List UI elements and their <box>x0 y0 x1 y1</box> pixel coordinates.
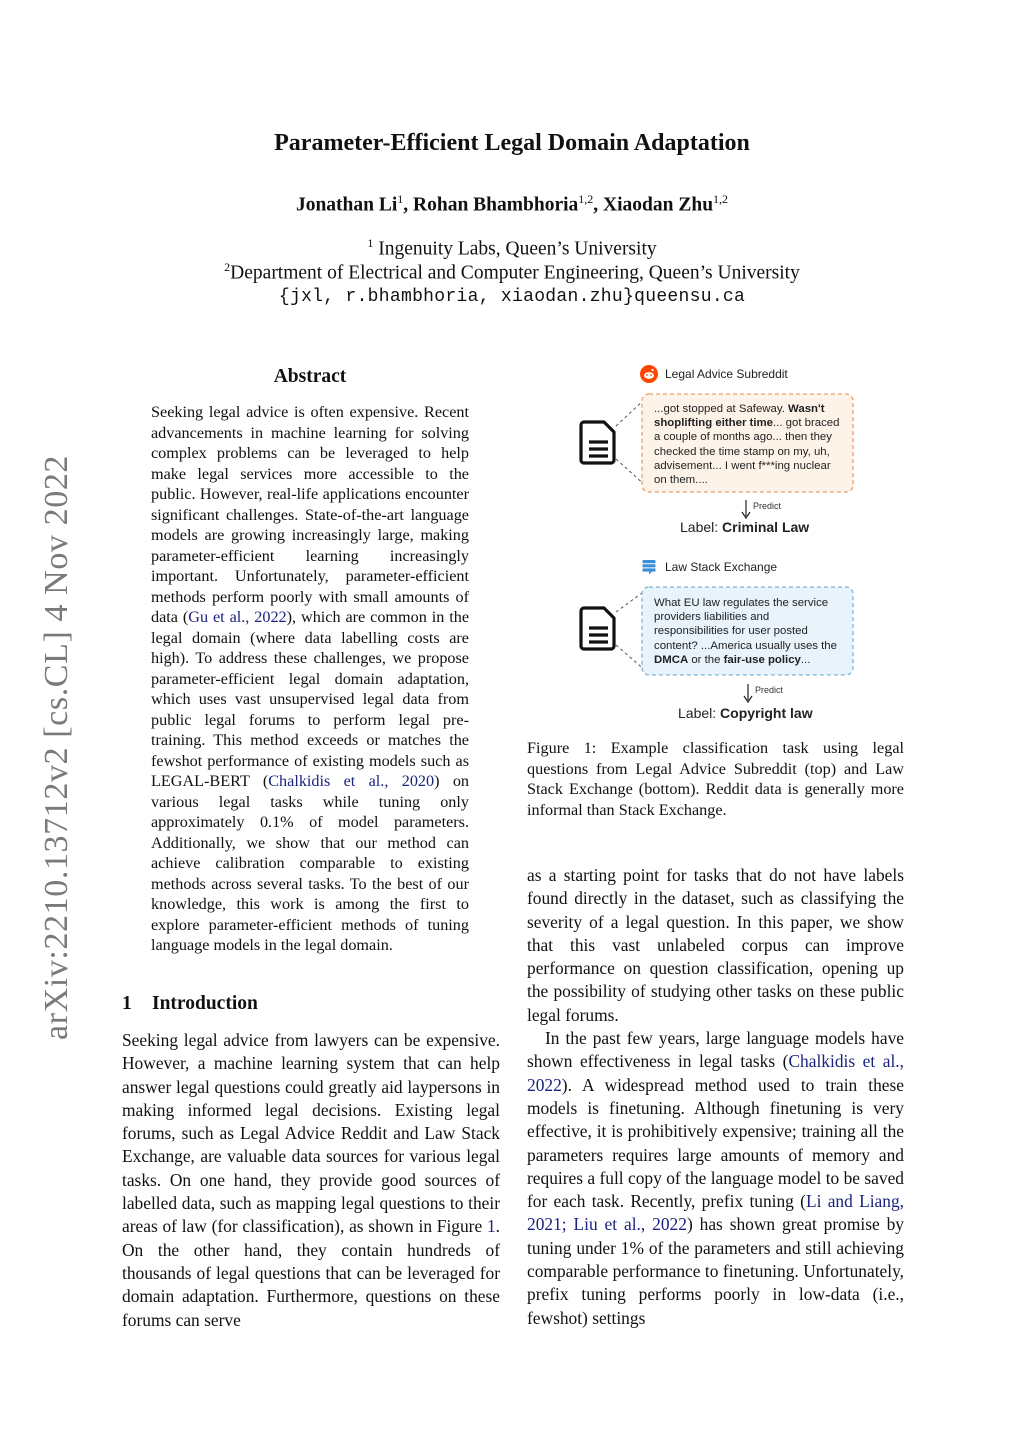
citation-link[interactable]: Li and Liang, 2021; Liu et al., 2022 <box>527 1191 905 1235</box>
citation-link[interactable]: Chalkidis et al., 2020 <box>268 772 435 790</box>
intro-paragraph-1: Seeking legal advice from lawyers can be expensive. However, a machine learning system that can help answer legal questions could greatly aid laypersons in making informed legal decisions. Existing legal forums, such as Legal Advice Reddit and Law Stack Exchange, are valuable data sources for various legal tasks. On one hand, they provide good sources of labelled data, such as mapping legal questions to their areas of law (for classification), as shown in Figure 1. On the other hand, they contain hundreds of thousands of legal questions that can be leveraged for domain adaptation. Furthermore, questions on these forums can serve <box>122 1030 500 1330</box>
paper-title: Parameter-Efficient Legal Domain Adaptation <box>274 130 750 156</box>
author-emails: {jxl, r.bhambhoria, xiaodan.zhu}queensu.ca <box>278 287 746 307</box>
author-affiliation-mark: 1 <box>397 192 404 206</box>
reddit-question-text: ...got stopped at Safeway. Wasn't shoplifting either time... got braced a couple of months ago... then they checked the time stamp on my, uh, advisement... I went f***ing nuclear on them.... <box>654 403 840 487</box>
stack-exchange-icon <box>640 558 658 576</box>
citation-link[interactable]: Chalkidis et al., 2022 <box>527 1051 904 1095</box>
arxiv-identifier: arXiv:2210.13712v2 [cs.CL] 4 Nov 2022 <box>38 454 75 1040</box>
affiliation-1: $^1$ Ingenuity Labs, Queen’s University <box>367 236 657 260</box>
figure-1-caption: Figure 1: Example classification task using legal questions from Legal Advice Subreddit (top) and Law Stack Exchange (bottom). Reddit data is generally more informal than Stack Exchange. <box>527 739 904 820</box>
stack-class-label: Label: Copyright law <box>678 705 813 721</box>
reddit-class-label: Label: Criminal Law <box>680 519 810 535</box>
reddit-icon <box>640 365 658 383</box>
document-icon <box>581 608 614 649</box>
intro-paragraph-1-continued: as a starting point for tasks that do not have labels found directly in the dataset, such as classifying the severity of a legal question. In this paper, we show that this vast unlabeled corpus can improve performance on question classification, opening up the possibility of studying other tasks on these public legal forums. <box>527 865 904 1025</box>
stack-question-text: What EU law regulates the service providers liabilities and responsibilities for user posted content? ...America usually uses the DMCA or the fair-use policy... <box>654 597 837 666</box>
reddit-source-label: Legal Advice Subreddit <box>640 365 788 383</box>
author-name: Xiaodan Zhu <box>603 194 714 216</box>
intro-paragraph-2: In the past few years, large language models have shown effectiveness in legal tasks (Chalkidis et al., 2022). A widespread method used to train these models is finetuning. Although finetuning is very effective, it is prohibitively expensive; training all the parameters requires large amounts of memory and requires a full copy of the language model to be saved for each task. Recently, prefix tuning (Li and Liang, 2021; Liu et al., 2022) has shown great promise by tuning under 1% of the parameters and still achieving comparable performance to finetuning. Unfortunately, prefix tuning performs poorly in low-data (i.e., fewshot) settings <box>527 1028 905 1328</box>
predict-label: Predict <box>755 685 784 695</box>
author-name: Rohan Bhambhoria <box>413 194 579 216</box>
abstract-text: Seeking legal advice is often expensive. Recent advancements in machine learning for solving complex problems can be leveraged to help make legal services more accessible to the public. However, real-life applications encounter significant challenges. State-of-the-art language models are growing increasingly large, making parameter-efficient learning increasingly important. Unfortunately, parameter-efficient methods perform poorly with small amounts of data (Gu et al., 2022), which are common in the legal domain (where data labelling costs are high). To address these challenges, we propose parameter-efficient legal domain adaptation, which uses vast unsupervised legal data from public legal forums to perform legal pre-training. This method exceeds or matches the fewshot performance of existing models such as LEGAL-BERT (Chalkidis et al., 2020) on various legal tasks while tuning only approximately 0.1% of model parameters. Additionally, we show that our method can achieve calibration comparable to existing methods across several tasks. To the best of our knowledge, this work is among the first to explore parameter-efficient methods of tuning language models in the legal domain. <box>151 403 470 954</box>
author-name: Jonathan Li <box>295 194 398 216</box>
predict-label: Predict <box>753 501 782 511</box>
intro-right-column <box>527 864 904 1330</box>
author-affiliation-mark: 1,2 <box>578 192 594 206</box>
citation-link[interactable]: Gu et al., 2022 <box>188 608 287 626</box>
abstract-heading: Abstract <box>273 366 347 387</box>
figure-1 <box>560 358 880 730</box>
author-affiliation-mark: 1,2 <box>713 192 729 206</box>
stack-source-label: Law Stack Exchange <box>640 558 777 576</box>
author-list: Jonathan Li$^1$, Rohan Bhambhoria$^{1,2}$, Xiaodan Zhu$^{1,2}$ <box>295 192 729 216</box>
section-heading: 1 Introduction <box>122 993 258 1014</box>
document-icon <box>581 422 614 463</box>
affiliation-2: $^2$Department of Electrical and Computer Engineering, Queen’s University <box>224 260 800 284</box>
figure-reference-link[interactable]: 1 <box>486 1216 496 1237</box>
